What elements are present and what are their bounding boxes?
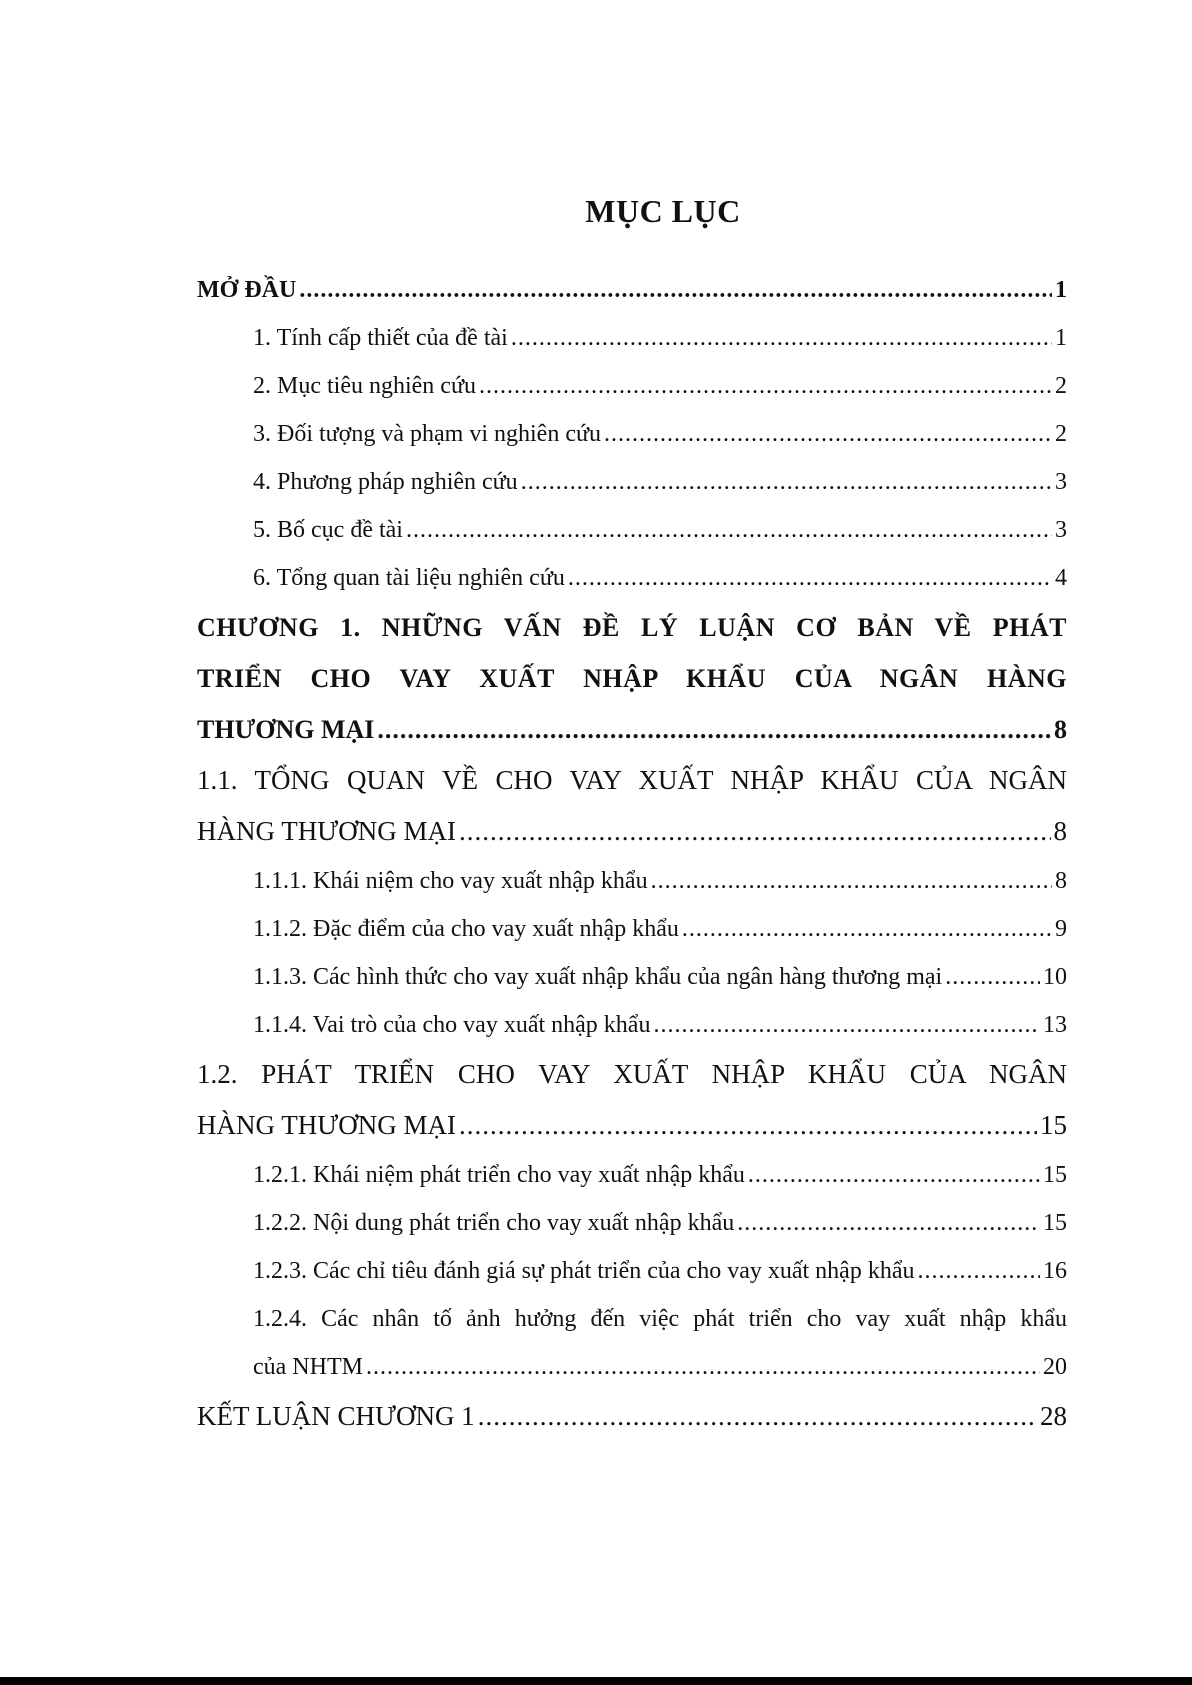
toc-entry-text: 1.1.2. Đặc điểm của cho vay xuất nhập khẩu — [253, 916, 679, 942]
dot-leader — [651, 857, 1052, 905]
dot-leader — [459, 1100, 1037, 1151]
toc-entry-text: 2. Mục tiêu nghiên cứu — [253, 373, 476, 399]
dot-leader — [511, 314, 1052, 362]
toc-page-number: 13 — [1043, 1012, 1067, 1038]
toc-entry-text: KẾT LUẬN CHƯƠNG 1 — [197, 1401, 475, 1431]
toc-entry-chapter-1-conclusion[interactable] — [197, 1391, 1067, 1442]
toc-entry[interactable] — [253, 458, 1067, 506]
toc-page-number: 28 — [1040, 1401, 1067, 1431]
toc-entry-text-line: 1.2. PHÁT TRIỂN CHO VAY XUẤT NHẬP KHẨU CỦA NGÂN — [197, 1059, 1067, 1089]
toc-page-number: 1 — [1055, 325, 1067, 351]
toc-entry-section-1-2[interactable] — [197, 1049, 1067, 1151]
toc-entry-chapter-1[interactable] — [197, 602, 1067, 755]
toc-entry-text: 1.1.4. Vai trò của cho vay xuất nhập khẩu — [253, 1012, 651, 1038]
toc-entry[interactable] — [253, 1151, 1067, 1199]
dot-leader — [377, 704, 1051, 755]
toc-entry-text: của NHTM — [253, 1354, 363, 1380]
dot-leader — [406, 506, 1052, 554]
toc-page-number: 4 — [1055, 565, 1067, 591]
dot-leader — [568, 554, 1052, 602]
toc-entry-text: 1.1.1. Khái niệm cho vay xuất nhập khẩu — [253, 868, 648, 894]
toc-entry-text: 1.1.3. Các hình thức cho vay xuất nhập khẩu của ngân hàng thương mại — [253, 964, 943, 990]
toc-page-number: 2 — [1055, 373, 1067, 399]
toc-entry[interactable] — [253, 554, 1067, 602]
toc-page-number: 20 — [1043, 1354, 1067, 1380]
dot-leader — [299, 266, 1052, 314]
dot-leader — [945, 953, 1040, 1001]
toc-entry[interactable] — [253, 905, 1067, 953]
toc-entry[interactable] — [253, 1199, 1067, 1247]
toc-entry-text: 1.2.1. Khái niệm phát triển cho vay xuất nhập khẩu — [253, 1162, 745, 1188]
toc-entry-text: HÀNG THƯƠNG MẠI — [197, 1110, 456, 1140]
toc-entry[interactable] — [253, 953, 1067, 1001]
toc-entry-text: THƯƠNG MẠI — [197, 715, 375, 744]
toc-entry-text: 1.2.2. Nội dung phát triển cho vay xuất nhập khẩu — [253, 1210, 735, 1236]
dot-leader — [748, 1151, 1040, 1199]
dot-leader — [604, 410, 1052, 458]
toc-entry[interactable] — [253, 1247, 1067, 1295]
page-bottom-edge — [0, 1677, 1192, 1685]
toc-page-number: 8 — [1055, 868, 1067, 894]
dot-leader — [478, 1391, 1037, 1442]
toc-page-number: 16 — [1043, 1258, 1067, 1284]
toc-page-number: 1 — [1055, 277, 1067, 303]
toc-entry-text: 1.2.3. Các chỉ tiêu đánh giá sự phát triển của cho vay xuất nhập khẩu — [253, 1258, 915, 1284]
toc-entry-text: HÀNG THƯƠNG MẠI — [197, 816, 456, 846]
toc-entry[interactable] — [253, 857, 1067, 905]
toc-entry-text-line: TRIỂN CHO VAY XUẤT NHẬP KHẨU CỦA NGÂN HÀNG — [197, 664, 1067, 693]
toc-page-number: 3 — [1055, 469, 1067, 495]
toc-entry-text: MỞ ĐẦU — [197, 277, 297, 303]
dot-leader — [479, 362, 1052, 410]
toc-entry[interactable] — [253, 362, 1067, 410]
toc-entry-wrapped[interactable] — [197, 1295, 1067, 1391]
toc-entry[interactable] — [253, 410, 1067, 458]
toc-entry-text: 1. Tính cấp thiết của đề tài — [253, 325, 508, 351]
toc-entry-section-1-1[interactable] — [197, 755, 1067, 857]
table-of-contents — [197, 266, 1067, 1442]
toc-entry[interactable] — [253, 506, 1067, 554]
toc-title: MỤC LỤC — [585, 193, 741, 229]
dot-leader — [459, 806, 1051, 857]
toc-entry-intro[interactable] — [197, 266, 1067, 314]
toc-entry-text-line: 1.1. TỔNG QUAN VỀ CHO VAY XUẤT NHẬP KHẨU CỦA NGÂN — [197, 765, 1067, 795]
toc-entry-text: 6. Tổng quan tài liệu nghiên cứu — [253, 565, 565, 591]
toc-page-number: 8 — [1053, 816, 1067, 846]
toc-entry[interactable] — [253, 314, 1067, 362]
toc-entry-text-line: CHƯƠNG 1. NHỮNG VẤN ĐỀ LÝ LUẬN CƠ BẢN VỀ PHÁT — [197, 613, 1067, 642]
dot-leader — [366, 1343, 1040, 1391]
toc-page-number: 15 — [1043, 1210, 1067, 1236]
toc-page-number: 15 — [1043, 1162, 1067, 1188]
dot-leader — [653, 1001, 1040, 1049]
dot-leader — [521, 458, 1052, 506]
toc-page-number: 8 — [1054, 715, 1067, 744]
toc-entry-text: 3. Đối tượng và phạm vi nghiên cứu — [253, 421, 601, 447]
dot-leader — [682, 905, 1052, 953]
toc-page-number: 3 — [1055, 517, 1067, 543]
dot-leader — [917, 1247, 1040, 1295]
dot-leader — [737, 1199, 1040, 1247]
toc-page-number: 10 — [1043, 964, 1067, 990]
toc-page-number: 15 — [1040, 1110, 1067, 1140]
toc-page-number: 9 — [1055, 916, 1067, 942]
toc-entry[interactable] — [253, 1001, 1067, 1049]
toc-entry-text-line: 1.2.4. Các nhân tố ảnh hưởng đến việc phát triển cho vay xuất nhập khẩu — [253, 1306, 1067, 1332]
toc-entry-text: 4. Phương pháp nghiên cứu — [253, 469, 518, 495]
toc-entry-text: 5. Bố cục đề tài — [253, 517, 403, 543]
toc-page-number: 2 — [1055, 421, 1067, 447]
